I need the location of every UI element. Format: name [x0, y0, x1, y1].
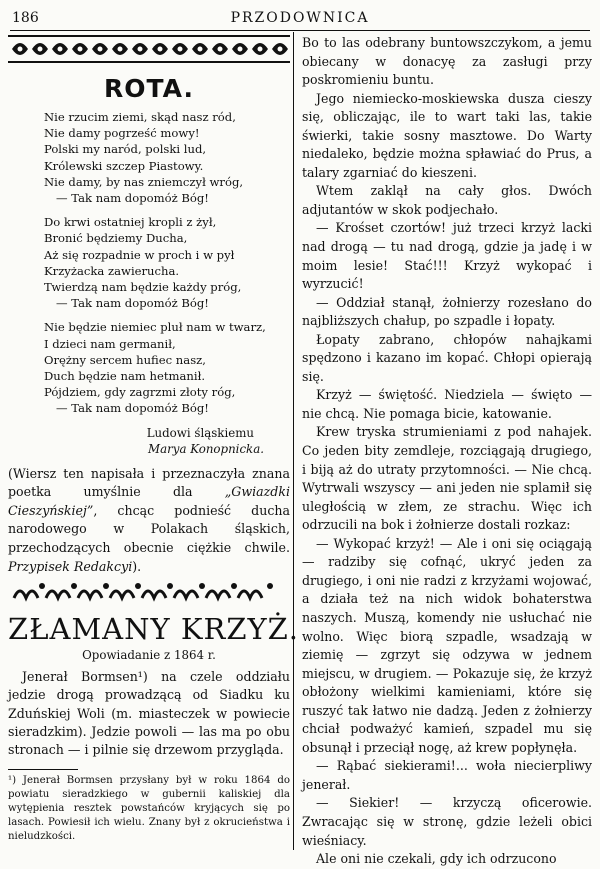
poem-author: Marya Konopnicka.	[148, 441, 264, 456]
footnote-rule	[8, 769, 78, 770]
poem-line: Twierdzą nam będzie każdy próg,	[44, 280, 242, 295]
poem-stanza-2	[44, 214, 290, 311]
story-paragraph: — Wykopać krzyż! — Ale i oni się ociągają — radziby się cofnąć, ukryć jeden za drugiego, i oni nie radzi z krzyżami wojować, a działa też na nich widok bohaterstwa naszych. Muszą, komendy nie usłuchać nie wolno. Więc biorą szpadle, wsadzają w ziemię — zgrzyt się odzywa w jednem miejscu, w drugiem. — Pokazuje się, że krzyż obłożony wielkimi kamieniami, które się ruszyć tak łatwo nie dadzą. Jeden z żołnierzy chciał podważyć kamień, szpadel mu się obsunął i przeciął nogę, aż krew popłynęła.	[302, 535, 592, 755]
poem-line: Nie będzie niemiec pluł nam w twarz,	[44, 320, 266, 335]
story-paragraph: — Krośset czortów! już trzeci krzyż lacki nad drogą — tu nad drogą, gdzie ja jadę i w moim lesie! Stać!!! Krzyż wykopać i wyrzucić!	[302, 220, 592, 292]
poem-line: Pójdziem, gdy zagrzmi złoty róg,	[44, 385, 236, 400]
right-column	[302, 34, 592, 869]
page-number: 186	[12, 10, 39, 26]
story-paragraph: Jego niemiecko-moskiewska dusza cieszy się, obliczając, ile to wart taki las, takie świerki, takie sosny masztowe. Do Warty niedaleko, będzie można spławiać do Prus, a talary zgarniać do kieszeni.	[302, 90, 592, 180]
story-paragraph: Wtem zaklął na cały głos. Dwóch adjutantów w skok podjechało.	[302, 183, 592, 217]
poem-dedication: Ludowi śląskiemu	[146, 425, 254, 440]
story-subtitle: Opowiadanie z 1864 r.	[82, 648, 216, 663]
editor-signature: Przypisek Redakcyi	[8, 558, 133, 574]
poem-line: Duch będzie nam hetmanił.	[44, 369, 206, 384]
magazine-name: „Gwiazdki Cieszyńskiej”	[8, 484, 290, 518]
story-paragraph: Łopaty zabrano, chłopów nahajkami spędzono i kazano im kopać. Chłopi opierają się.	[302, 331, 592, 384]
poem-refrain: — Tak nam dopomóż Bóg!	[56, 401, 209, 416]
poem-line: Do krwi ostatniej kropli z żył,	[44, 215, 217, 230]
poem-line: I dzieci nam germanił,	[44, 336, 176, 351]
left-column	[8, 34, 300, 844]
poem-stanza-1	[44, 109, 290, 206]
poem-line: Bronić będziemy Ducha,	[44, 231, 188, 246]
poem-line: Aż się rozpadnie w proch i w pył	[44, 247, 235, 262]
editor-note	[8, 465, 290, 577]
editor-note-text: , chcąc podnieść ducha narodowego w Polakach śląskich, przechodzących obecnie ciężkie chwile.	[8, 502, 290, 556]
story-paragraph: — Oddział stanął, żołnierzy rozesłano do najbliższych chałup, po szpadle i łopaty.	[302, 294, 592, 329]
story-paragraph: — Rąbać siekierami!... woła niecierpliwy jenerał.	[302, 758, 592, 792]
story-paragraph: Krzyż — świętość. Niedziela — święto — nie chcą. Nie pomaga bicie, katowanie.	[302, 387, 592, 421]
ornament-divider	[8, 580, 290, 604]
story-paragraph: Ale oni nie czekali, gdy ich odrzucono	[316, 851, 557, 867]
ornament-top	[8, 34, 290, 64]
page-header	[10, 8, 590, 30]
poem-refrain: — Tak nam dopomóż Bóg!	[56, 191, 209, 206]
story-paragraph: — Siekier! — krzyczą oficerowie. Zwracając się w stronę, gdzie leżeli obici wieśniacy.	[302, 795, 592, 848]
poem-line: Orężny sercem hufiec nasz,	[44, 352, 206, 367]
poem-line: Polski my naród, polski lud,	[44, 142, 207, 157]
editor-note-end: ).	[132, 558, 142, 574]
poem-line: Królewski szczep Piastowy.	[44, 158, 204, 173]
poem-refrain: — Tak nam dopomóż Bóg!	[56, 296, 209, 311]
journal-title: PRZODOWNICA	[230, 10, 370, 26]
poem-title: ROTA.	[104, 74, 194, 103]
editor-note-text: (Wiersz ten napisała i przeznaczyła znana poetka umyślnie dla	[8, 465, 290, 500]
story-title: ZŁAMANY KRZYŻ.	[8, 612, 300, 647]
story-paragraph: Bo to las odebrany buntowszczykom, a jemu obiecany w donacyę za zasługi przy poskromieniu buntu.	[302, 35, 592, 88]
header-rule	[10, 30, 590, 31]
poem-stanza-3	[44, 319, 290, 416]
story-paragraph: Krew tryska strumieniami z pod nahajek. Co jeden bity zemdleje, rozciągają drugiego, i biją aż do utraty przytomności. — Nie chcą. Wytrwali wszyscy — ani jeden nie splamił się uległością w złem, ze strachu. Więc ich odrzucili na bok i żołnierze dostali rozkaz:	[302, 424, 592, 533]
poem-line: Nie damy pogrześć mowy!	[44, 126, 200, 141]
poem-line: Nie damy, by nas zniemczył wróg,	[44, 174, 244, 189]
poem-line: Nie rzucim ziemi, skąd nasz ród,	[44, 110, 236, 124]
footnote: ¹) Jenerał Bormsen przysłany był w roku 1864 do powiatu sieradzkiego w gubernii kaliskiej dla wytępienia resztek powstańców kryjących się po lasach. Powiesił ich wielu. Znany był z okrucieństwa i nieludzkości.	[8, 775, 290, 843]
column-divider	[293, 32, 294, 850]
poem-line: Krzyżacka zawierucha.	[44, 263, 180, 278]
story-paragraph: Jenerał Bormsen¹) na czele oddziału jedzie drogą prowadzącą od Siadku ku Zduńskiej Woli (m. miasteczek w powiecie sieradzkim). Jedzie powoli — las ma po obu stronach — i pilnie się drzewom przygląda.	[8, 669, 290, 758]
